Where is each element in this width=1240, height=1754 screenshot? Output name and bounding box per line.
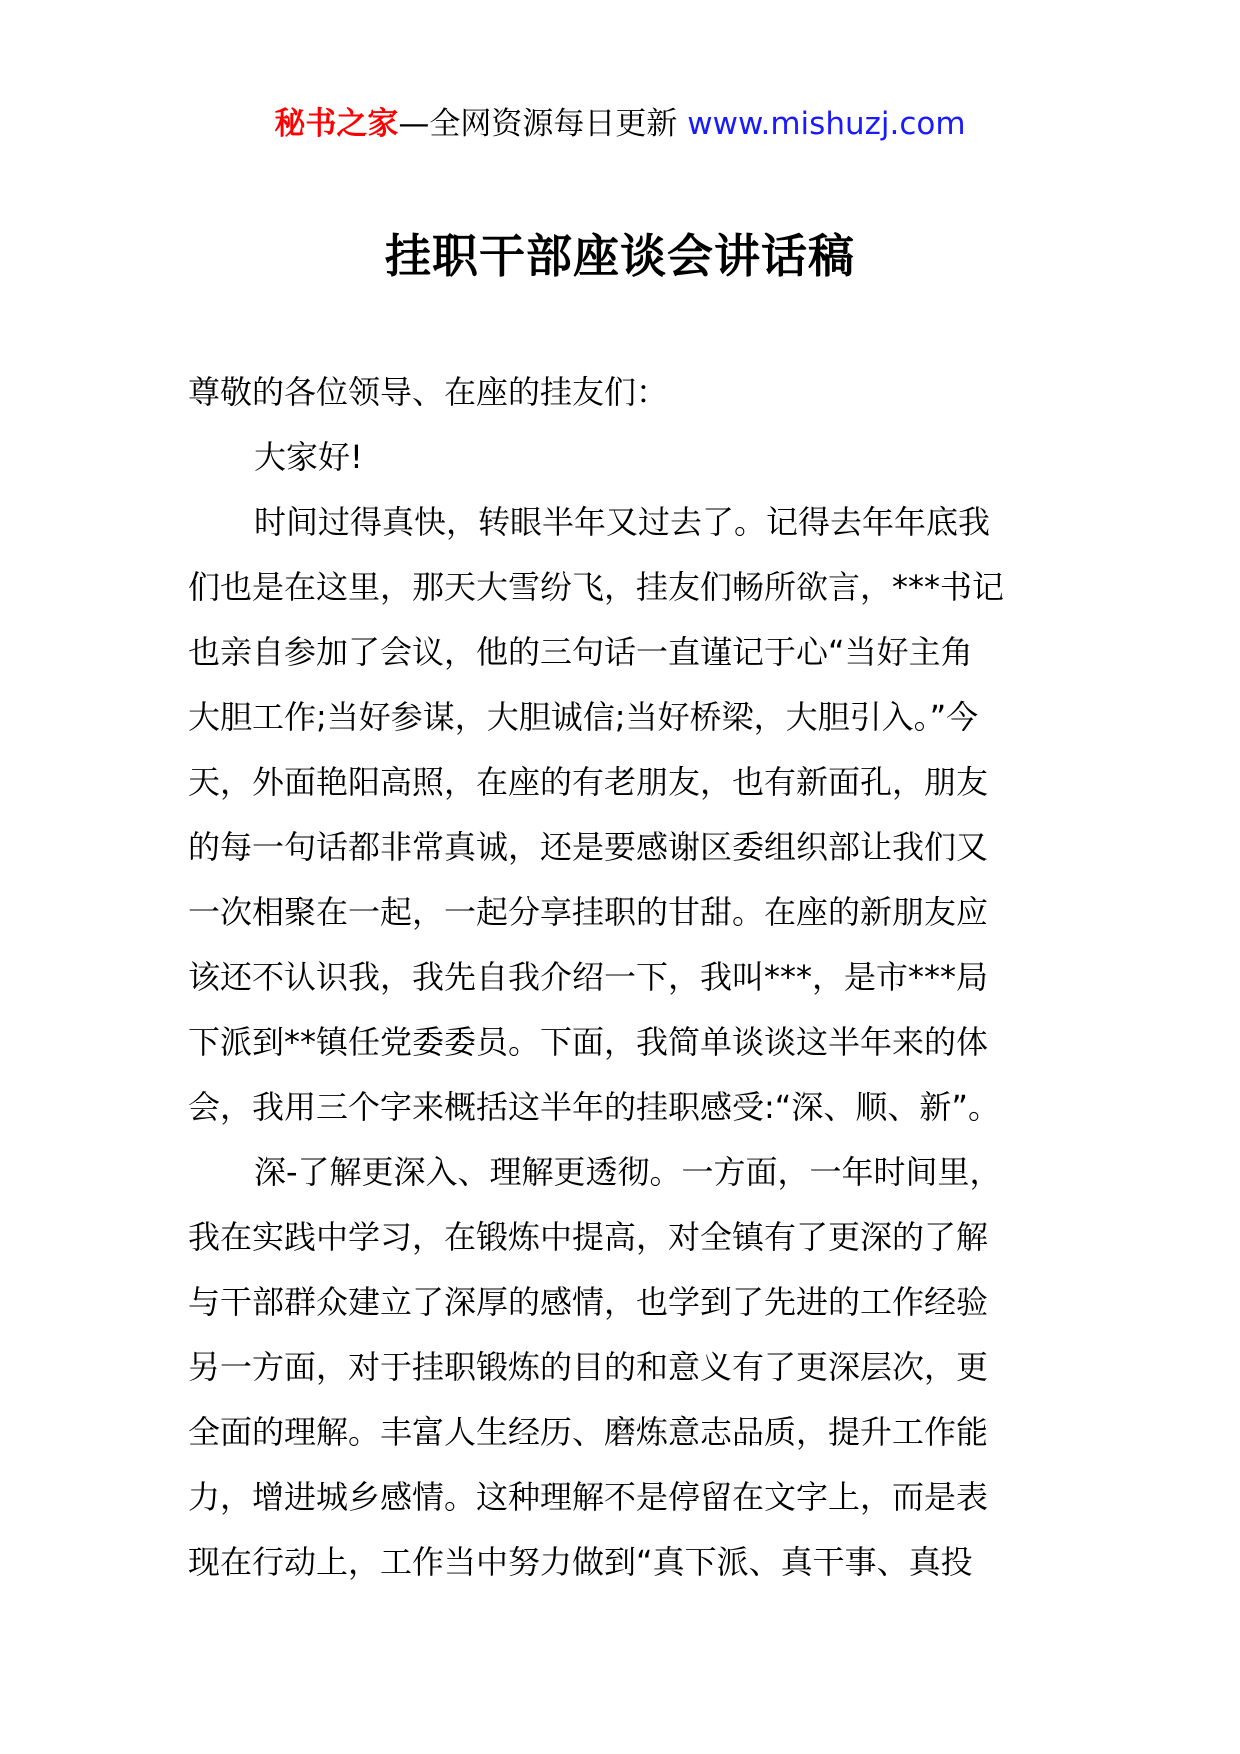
body-line: 一次相聚在一起，一起分享挂职的甘甜。在座的新朋友应 (188, 893, 989, 931)
body-line: 时间过得真快，转眼半年又过去了。记得去年年底我 (254, 503, 991, 541)
body-line: 力，增进城乡感情。这种理解不是停留在文字上，而是表 (188, 1478, 989, 1516)
body-line: 会，我用三个字来概括这半年的挂职感受:“深、顺、新”。 (188, 1088, 1000, 1126)
greeting-line: 大家好! (254, 438, 363, 476)
body-line: 另一方面，对于挂职锻炼的目的和意义有了更深层次，更 (188, 1348, 989, 1386)
body-line: 们也是在这里，那天大雪纷飞，挂友们畅所欲言，***书记 (188, 568, 1005, 606)
body-line: 天，外面艳阳高照，在座的有老朋友，也有新面孔，朋友 (188, 763, 989, 801)
site-url: www.mishuzj.com (687, 106, 966, 142)
body-line: 该还不认识我，我先自我介绍一下，我叫***，是市***局 (188, 958, 989, 996)
body-line: 下派到**镇任党委委员。下面，我简单谈谈这半年来的体 (188, 1023, 989, 1061)
body-line: 也亲自参加了会议，他的三句话一直谨记于心“当好主角 (188, 633, 973, 671)
document-title: 挂职干部座谈会讲话稿 (385, 229, 855, 283)
speech-body (188, 360, 1056, 1595)
body-line: 我在实践中学习，在锻炼中提高，对全镇有了更深的了解 (188, 1218, 989, 1256)
body-line: 与干部群众建立了深厚的感情，也学到了先进的工作经验 (188, 1283, 989, 1321)
brand-name: 秘书之家 (274, 106, 399, 142)
brand-slogan: —全网资源每日更新 (398, 106, 678, 142)
salutation-line: 尊敬的各位领导、在座的挂友们： (188, 373, 669, 411)
body-line: 全面的理解。丰富人生经历、磨炼意志品质，提升工作能 (188, 1413, 989, 1451)
body-line: 的每一句话都非常真诚，还是要感谢区委组织部让我们又 (188, 828, 989, 866)
watermark-header (0, 104, 1240, 144)
body-line: 大胆工作;当好参谋，大胆诚信;当好桥梁，大胆引入。”今 (188, 698, 979, 736)
body-line: 深-了解更深入、理解更透彻。一方面，一年时间里， (254, 1153, 1002, 1191)
body-line: 现在行动上，工作当中努力做到“真下派、真干事、真投 (188, 1543, 973, 1581)
